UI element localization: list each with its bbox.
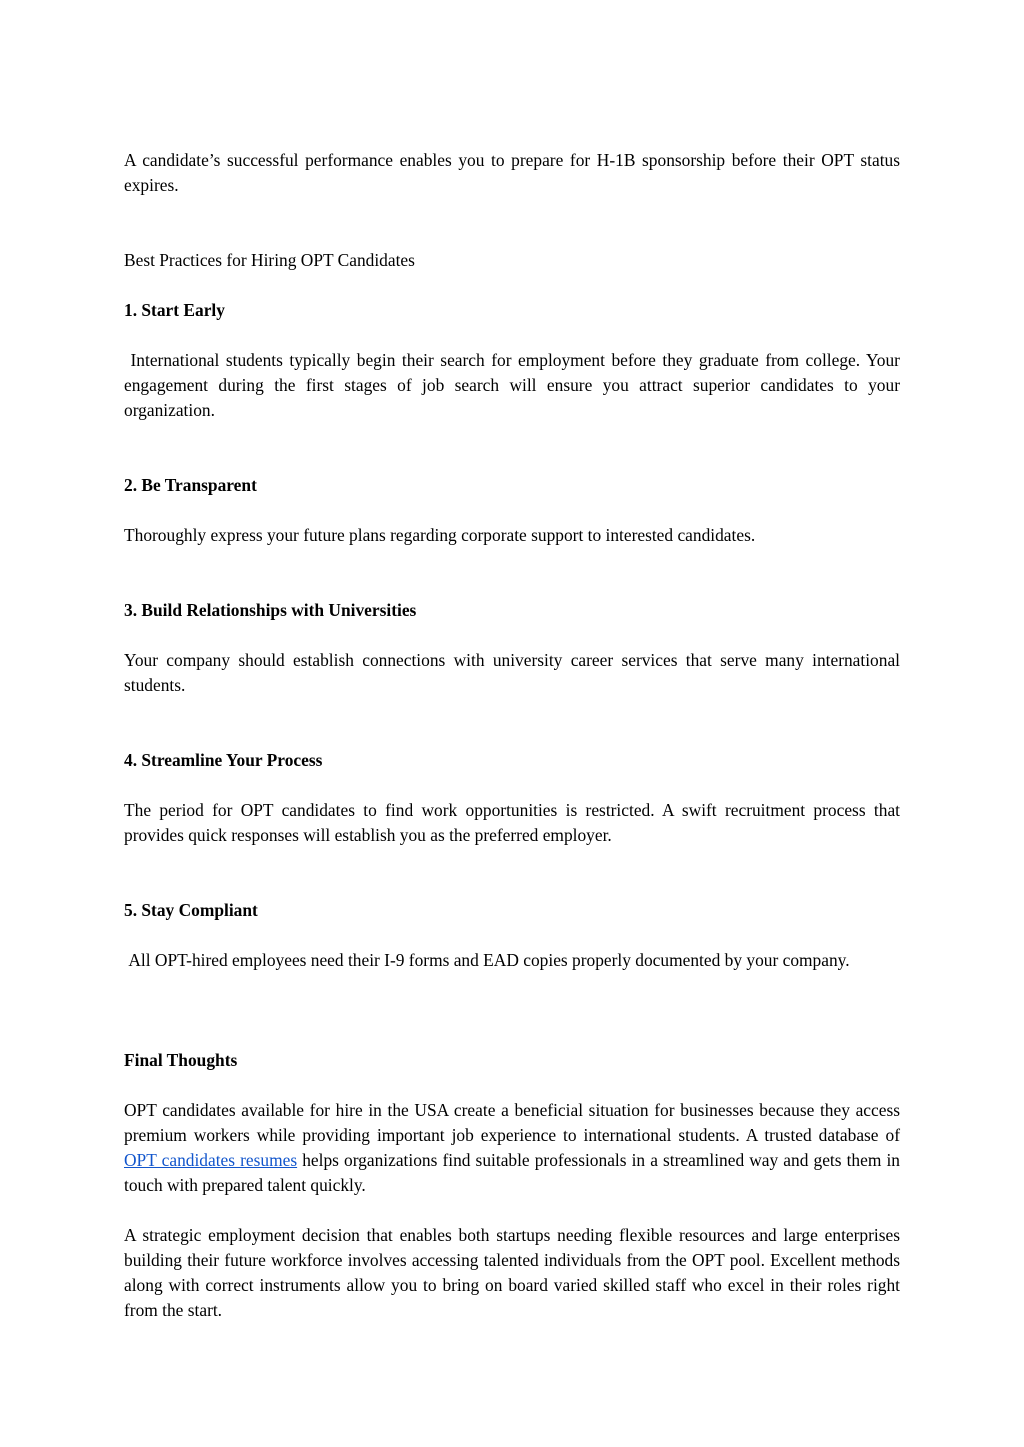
final-paragraph-1-end: helps organizations find suitable professionals in a streamlined way and gets them in touch with prepared talent quickly. (124, 1150, 900, 1195)
practice-heading-start-early: 1. Start Early (124, 300, 225, 320)
intro-paragraph: A candidate’s successful performance enables you to prepare for H-1B sponsorship before their OPT status expires. (124, 150, 900, 195)
practice-heading-stay-compliant: 5. Stay Compliant (124, 900, 258, 920)
practice-body-streamline: The period for OPT candidates to find work opportunities is restricted. A swift recruitment process that provides quick responses will establish you as the preferred employer. (124, 800, 900, 845)
opt-candidates-resumes-link[interactable]: OPT candidates resumes (124, 1150, 298, 1170)
practice-heading-build-relationships: 3. Build Relationships with Universities (124, 600, 417, 620)
practice-body-stay-compliant: All OPT-hired employees need their I-9 forms and EAD copies properly documented by your company. (124, 950, 850, 970)
practice-heading-streamline: 4. Streamline Your Process (124, 750, 323, 770)
final-paragraph-2: A strategic employment decision that enables both startups needing flexible resources and large enterprises building their future workforce involves accessing talented individuals from the OPT pool. Excellent methods along with correct instruments allow you to bring on board varied skilled staff who excel in their roles right from the start. (124, 1225, 900, 1320)
practice-body-be-transparent: Thoroughly express your future plans regarding corporate support to interested candidates. (124, 525, 756, 545)
practice-body-start-early: International students typically begin their search for employment before they graduate from college. Your engagement during the first stages of job search will ensure you attract superior candidates to your organization. (124, 350, 905, 420)
final-thoughts-heading: Final Thoughts (124, 1050, 238, 1070)
final-paragraph-1 (124, 1098, 900, 1198)
final-paragraph-1-start: OPT candidates available for hire in the USA create a beneficial situation for businesses because they access premium workers while providing important job experience to international students. A trusted database of (124, 1100, 900, 1145)
practice-body-build-relationships: Your company should establish connections with university career services that serve many international students. (124, 650, 900, 695)
practice-heading-be-transparent: 2. Be Transparent (124, 475, 257, 495)
section-title: Best Practices for Hiring OPT Candidates (124, 250, 415, 270)
